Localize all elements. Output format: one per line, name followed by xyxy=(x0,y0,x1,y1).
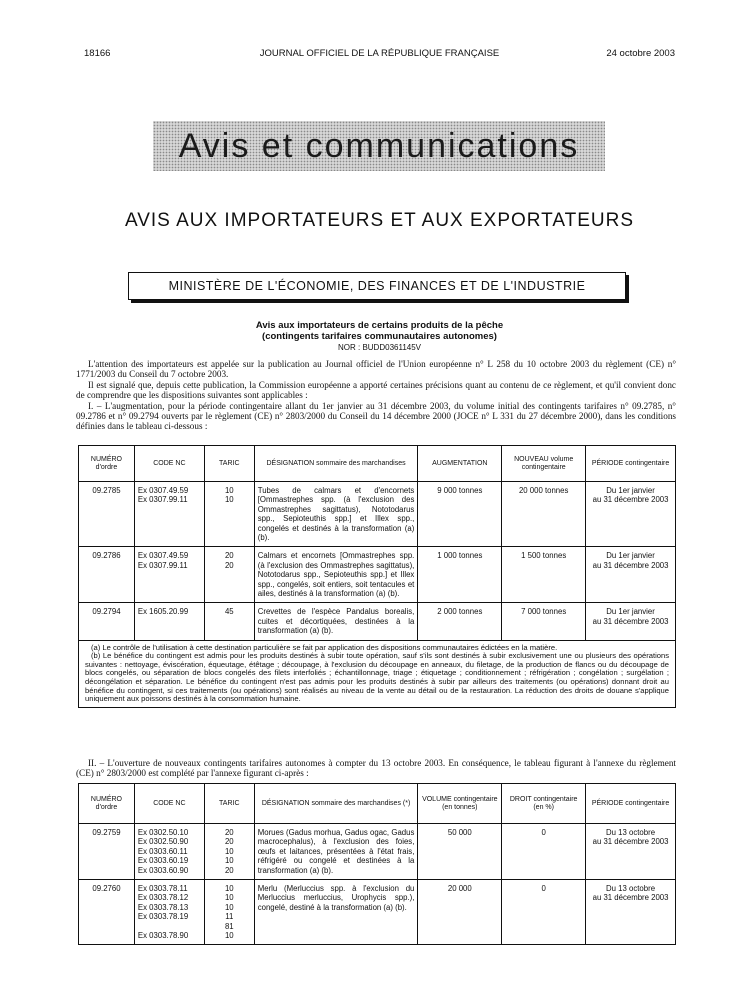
cell-code-nc: Ex 0302.50.10 Ex 0302.50.90 Ex 0303.60.11 Ex 0303.60.19 Ex 0303.60.90 xyxy=(134,824,204,880)
footnote-b: (b) Le bénéfice du contingent est admis pour les produits destinés à subir toute opération, sauf s'ils sont destinés à subir exclusivement une ou plusieurs des opérations suivantes : nettoyage, éviscération, équeutage, étêtage ; découpage, à l'exclusion du découpage en anneaux, du filetage, de la production de flancs ou du découpage de blocs congelés, ou séparation de blocs congelés des filets interfoliés ; échantillonnage, triage ; étiquetage ; conditionnement ; réfrigération ; congélation ; surgélation ; décongélation et séparation. Le bénéfice du contingent n'est pas admis pour les produits destinés à subir par ailleurs des traitements (ou opérations) donnant droit au bénéfice du contingent, si ces traitements (ou opérations) sont réalisés au niveau de la vente au détail ou de la restauration. La réduction des droits de douane s'applique uniquement aux poissons destinés à la consommation humaine. xyxy=(85,651,669,704)
col-droit: DROIT contingentaire (en %) xyxy=(502,784,586,824)
cell-numero: 09.2794 xyxy=(79,603,135,640)
footnotes-cell xyxy=(79,640,676,707)
cell-droit: 0 xyxy=(502,824,586,880)
notice-title-2: (contingents tarifaires communautaires autonomes) xyxy=(262,331,497,342)
table-row xyxy=(79,482,676,547)
cell-code-nc: Ex 0307.49.59 Ex 0307.99.11 xyxy=(134,547,204,603)
table-row xyxy=(79,880,676,945)
cell-code-nc: Ex 0303.78.11 Ex 0303.78.12 Ex 0303.78.13 Ex 0303.78.19 Ex 0303.78.90 xyxy=(134,880,204,945)
ministry-box xyxy=(128,272,626,300)
cell-nouveau-volume: 1 500 tonnes xyxy=(502,547,586,603)
cell-numero: 09.2759 xyxy=(79,824,135,880)
cell-taric: 20 20 xyxy=(204,547,254,603)
col-taric: TARIC xyxy=(204,446,254,482)
paragraph-3: I. – L'augmentation, pour la période contingentaire allant du 1er janvier au 31 décembre 2003, du volume initial des contingents tarifaires n° 09.2785, n° 09.2786 et n° 09.2794 ouverts par le règlement (CE) n° 2803/2000 du Conseil du 14 décembre 2000 (JOCE n° L 331 du 27 décembre 2000), dans les conditions définies dans le tableau ci-dessous : xyxy=(76,400,676,432)
table-row xyxy=(79,603,676,640)
table-header-row xyxy=(79,446,676,482)
section-title: AVIS AUX IMPORTATEURS ET AUX EXPORTATEURS xyxy=(124,210,635,231)
page-number: 18166 xyxy=(84,48,111,59)
cell-numero: 09.2786 xyxy=(79,547,135,603)
cell-augmentation: 1 000 tonnes xyxy=(418,547,502,603)
paragraph-4: II. – L'ouverture de nouveaux contingents tarifaires autonomes à compter du 13 octobre 2003. En conséquence, le tableau figurant à l'annexe du règlement (CE) n° 2803/2000 est complété par l'annexe figurant ci-après : xyxy=(76,758,676,779)
paragraph-2: Il est signalé que, depuis cette publication, la Commission européenne a apporté certaines précisions quant au contenu de ce règlement, et qu'il convient donc de comprendre que les dispositions suivantes sont applicables : xyxy=(76,379,676,401)
intro-text xyxy=(76,359,676,432)
col-periode: PÉRIODE contingentaire xyxy=(586,784,676,824)
col-designation: DÉSIGNATION sommaire des marchandises xyxy=(254,446,418,482)
footnote-a: (a) Le contrôle de l'utilisation à cette destination particulière se fait par application des dispositions communautaires édictées en la matière. xyxy=(91,642,558,652)
banner-title: Avis et communications xyxy=(178,126,580,165)
col-periode: PÉRIODE contingentaire xyxy=(586,446,676,482)
col-nouveau-volume: NOUVEAU volume contingentaire xyxy=(502,446,586,482)
cell-numero: 09.2760 xyxy=(79,880,135,945)
notice-heading xyxy=(84,320,675,353)
col-code-nc: CODE NC xyxy=(134,446,204,482)
section-banner xyxy=(153,121,605,171)
nor-reference: NOR : BUDD0361145V xyxy=(338,343,421,352)
cell-volume: 50 000 xyxy=(418,824,502,880)
table-footnotes xyxy=(79,640,676,707)
table-new-quotas xyxy=(78,783,676,945)
cell-droit: 0 xyxy=(502,880,586,945)
col-volume: VOLUME contingentaire (en tonnes) xyxy=(418,784,502,824)
cell-nouveau-volume: 7 000 tonnes xyxy=(502,603,586,640)
cell-periode: Du 1er janvier au 31 décembre 2003 xyxy=(586,603,676,640)
col-numero: NUMÉRO d'ordre xyxy=(79,446,135,482)
cell-taric: 10 10 10 11 81 10 xyxy=(204,880,254,945)
cell-nouveau-volume: 20 000 tonnes xyxy=(502,482,586,547)
cell-code-nc: Ex 1605.20.99 xyxy=(134,603,204,640)
cell-periode: Du 13 octobre au 31 décembre 2003 xyxy=(586,880,676,945)
cell-designation: Morues (Gadus morhua, Gadus ogac, Gadus macrocephalus), à l'exclusion des foies, œufs et laitances, présentées à l'état frais, réfrigéré ou congelé et destinées à la transformation (a) (b). xyxy=(254,824,418,880)
cell-periode: Du 13 octobre au 31 décembre 2003 xyxy=(586,824,676,880)
cell-designation: Tubes de calmars et d'encornets [Ommastrephes spp. (à l'exclusion des Ommastrephes sagittatus), Nototodarus spp., Sepioteuthis spp.] et Illex spp., congelés et destinés à la transformation (a) (b). xyxy=(254,482,418,547)
cell-volume: 20 000 xyxy=(418,880,502,945)
cell-periode: Du 1er janvier au 31 décembre 2003 xyxy=(586,482,676,547)
section-ii-text xyxy=(76,758,676,779)
col-designation: DÉSIGNATION sommaire des marchandises (*) xyxy=(254,784,418,824)
ministry-name: MINISTÈRE DE L'ÉCONOMIE, DES FINANCES ET DE L'INDUSTRIE xyxy=(168,279,586,293)
table-augmentation xyxy=(78,445,676,708)
table-row xyxy=(79,547,676,603)
cell-designation: Crevettes de l'espèce Pandalus borealis, cuites et décortiquées, destinées à la transformation (a) (b). xyxy=(254,603,418,640)
page-header xyxy=(84,48,675,62)
col-augmentation: AUGMENTATION xyxy=(418,446,502,482)
cell-augmentation: 2 000 tonnes xyxy=(418,603,502,640)
table-row xyxy=(79,824,676,880)
notice-title-1: Avis aux importateurs de certains produits de la pêche xyxy=(255,320,504,331)
cell-augmentation: 9 000 tonnes xyxy=(418,482,502,547)
paragraph-1: L'attention des importateurs est appelée sur la publication au Journal officiel de l'Union européenne n° L 258 du 10 octobre 2003 du règlement (CE) n° 1771/2003 du Conseil du 7 octobre 2003. xyxy=(76,359,676,380)
cell-designation: Calmars et encornets [Ommastrephes spp. (à l'exclusion des Ommastrephes sagittatus), Nototodarus spp., Sepioteuthis spp.] et Illex spp., congelés, soit entiers, soit tentacules et ailes, destinés à la transformation (a) (b). xyxy=(254,547,418,603)
issue-date: 24 octobre 2003 xyxy=(606,48,675,59)
journal-title: JOURNAL OFFICIEL DE LA RÉPUBLIQUE FRANÇAISE xyxy=(259,48,500,59)
cell-designation: Merlu (Merluccius spp. à l'exclusion du Merluccius merluccius, Urophycis spp.), congelé, destiné à la transformation (a) (b). xyxy=(254,880,418,945)
cell-code-nc: Ex 0307.49.59 Ex 0307.99.11 xyxy=(134,482,204,547)
col-taric: TARIC xyxy=(204,784,254,824)
table-header-row xyxy=(79,784,676,824)
cell-taric: 10 10 xyxy=(204,482,254,547)
cell-taric: 45 xyxy=(204,603,254,640)
cell-taric: 20 20 10 10 20 xyxy=(204,824,254,880)
cell-numero: 09.2785 xyxy=(79,482,135,547)
col-numero: NUMÉRO d'ordre xyxy=(79,784,135,824)
cell-periode: Du 1er janvier au 31 décembre 2003 xyxy=(586,547,676,603)
col-code-nc: CODE NC xyxy=(134,784,204,824)
